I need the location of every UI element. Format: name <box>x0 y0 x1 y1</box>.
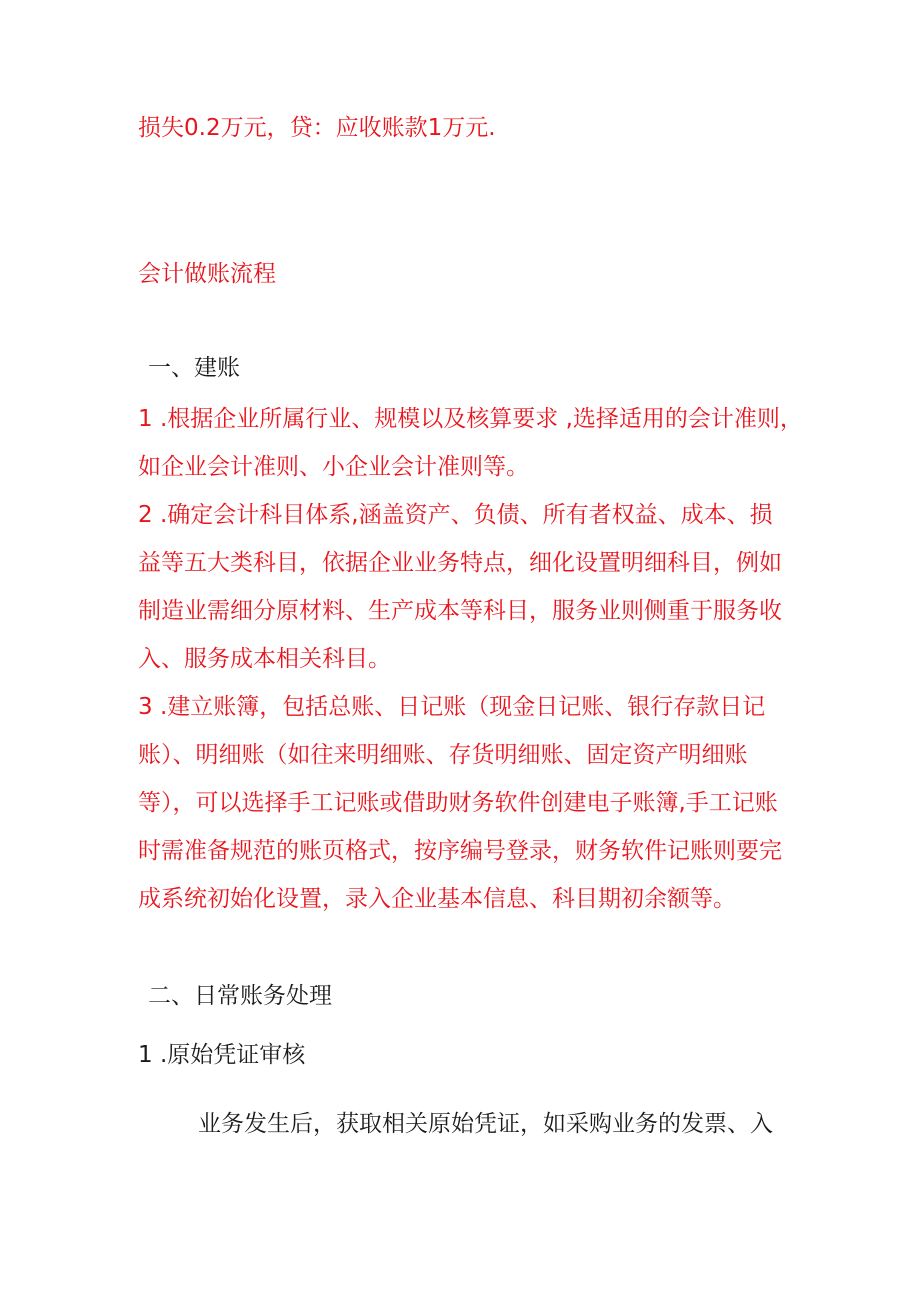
section2-heading: 二、日常账务处理 <box>148 983 332 1009</box>
section1-item2-line2: 益等五大类科目，依据企业业务特点，细化设置明细科目，例如 <box>138 550 782 576</box>
top-line: 损失0.2万元，贷：应收账款1万元. <box>138 115 496 141</box>
section1-item1-line1: 1 .根据企业所属行业、规模以及核算要求 ,选择适用的会计准则， <box>138 406 803 432</box>
section1-item2-line4: 入、服务成本相关科目。 <box>138 646 391 672</box>
section1-item3-line2: 账）、明细账（如往来明细账、存货明细账、固定资产明细账 <box>138 742 748 768</box>
section2-paragraph: 业务发生后，获取相关原始凭证，如采购业务的发票、入 <box>198 1111 773 1137</box>
section1-heading: 一、建账 <box>148 355 240 381</box>
document-title: 会计做账流程 <box>138 261 276 287</box>
section1-item3-line4: 时需准备规范的账页格式，按序编号登录，财务软件记账则要完 <box>138 838 782 864</box>
section1-item3-line1: 3 .建立账簿，包括总账、日记账（现金日记账、银行存款日记 <box>138 694 766 720</box>
section2-item1-heading: 1 .原始凭证审核 <box>138 1042 306 1068</box>
section1-item3-line5: 成系统初始化设置，录入企业基本信息、科目期初余额等。 <box>138 886 736 912</box>
section1-item2-line1: 2 .确定会计科目体系,涵盖资产、负债、所有者权益、成本、损 <box>138 502 773 528</box>
section1-item2-line3: 制造业需细分原材料、生产成本等科目，服务业则侧重于服务收 <box>138 598 782 624</box>
section1-item1-line2: 如企业会计准则、小企业会计准则等。 <box>138 454 529 480</box>
section1-item3-line3: 等），可以选择手工记账或借助财务软件创建电子账簿,手工记账 <box>138 790 778 816</box>
